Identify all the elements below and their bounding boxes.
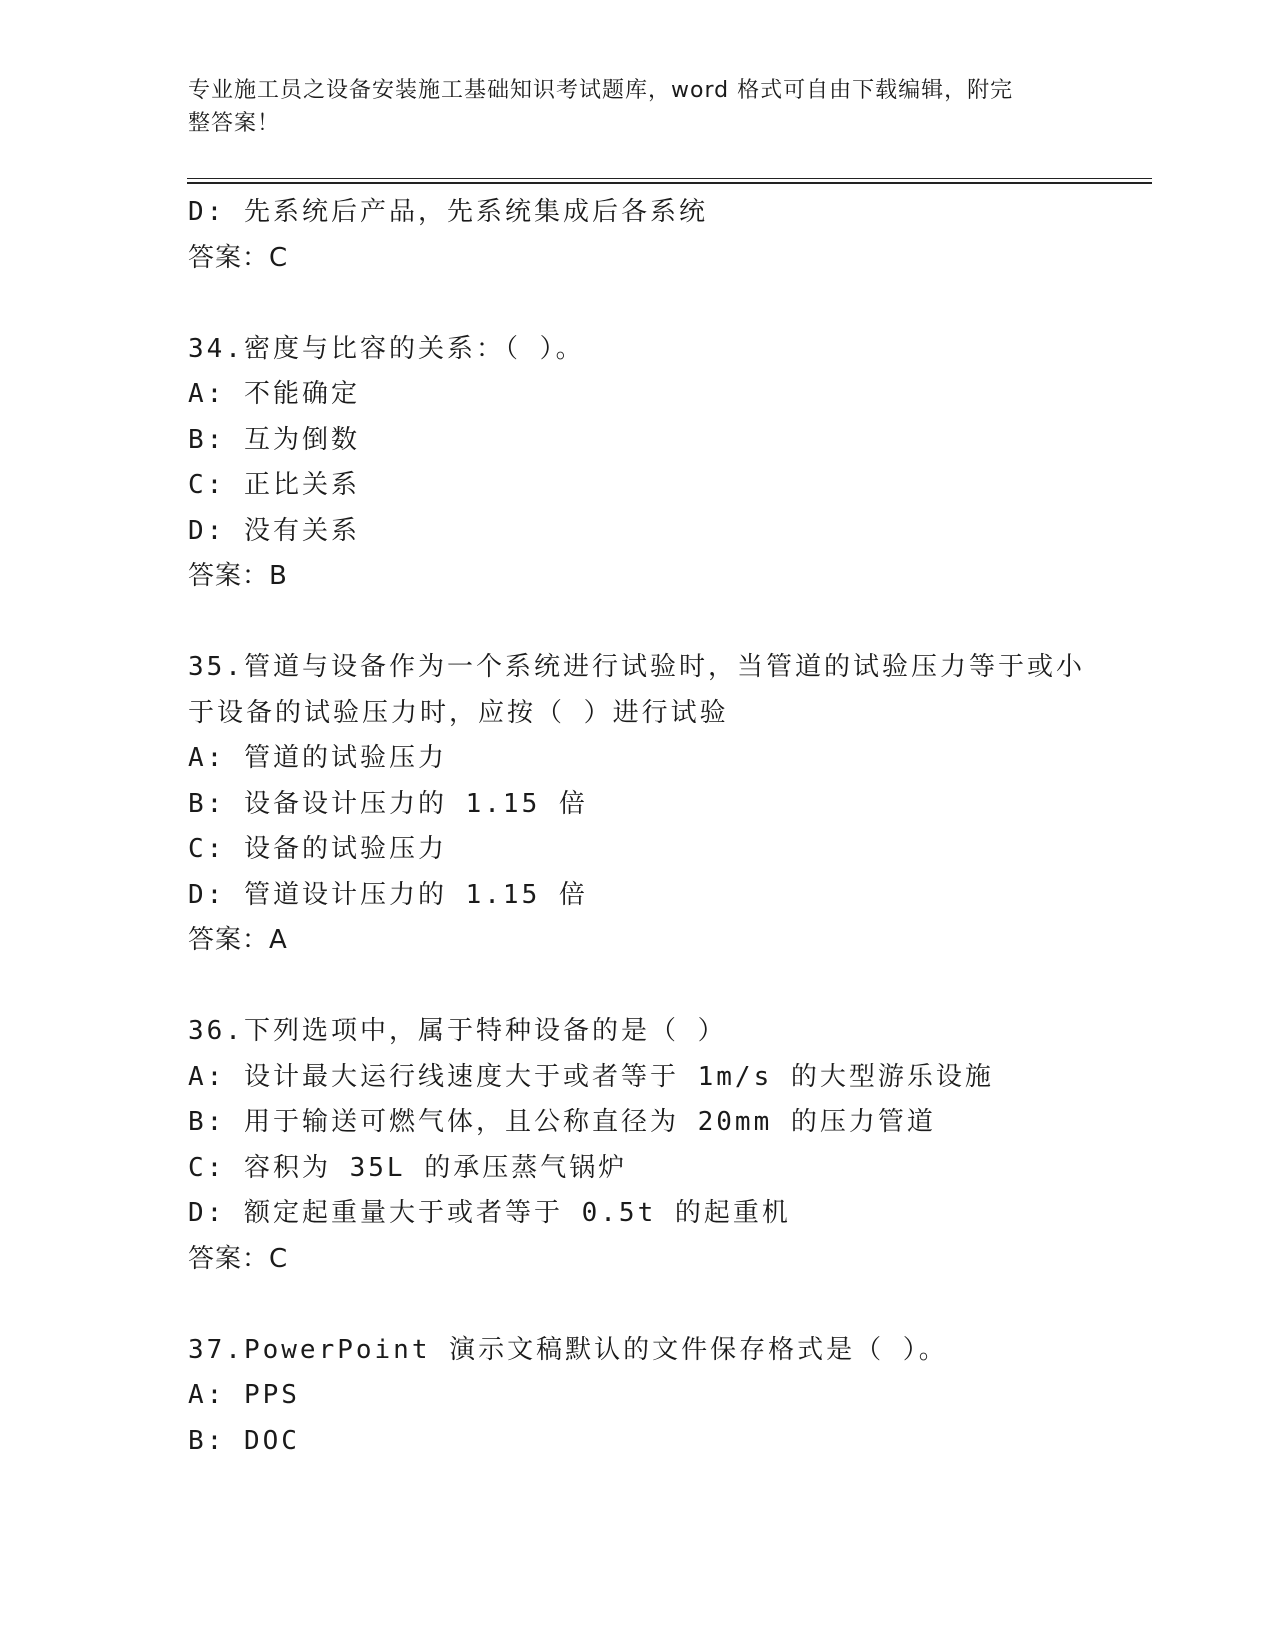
- option-a: A: 设计最大运行线速度大于或者等于 1m/s 的大型游乐设施: [188, 1061, 994, 1092]
- document-header: [188, 74, 1068, 140]
- spacer: [188, 1282, 1088, 1328]
- question-text-line-1: 35.管道与设备作为一个系统进行试验时，当管道的试验压力等于或小: [188, 652, 1085, 682]
- question-list: [188, 190, 1088, 1464]
- question-text: 34.密度与比容的关系：（ ）。: [188, 333, 585, 364]
- question-37: [188, 1328, 1088, 1465]
- answer: 答案：C: [188, 242, 289, 273]
- option-a: A: 不能确定: [188, 379, 360, 409]
- answer: 答案：B: [188, 561, 288, 591]
- option-d: D: 没有关系: [188, 515, 360, 546]
- spacer: [188, 964, 1088, 1010]
- answer: 答案：A: [188, 925, 288, 955]
- option-d: D: 额定起重量大于或者等于 0.5t 的起重机: [188, 1198, 791, 1228]
- question-33-tail: [188, 190, 1088, 281]
- option-b: B: 用于输送可燃气体，且公称直径为 20mm 的压力管道: [188, 1107, 936, 1137]
- header-divider-thick: [187, 182, 1152, 184]
- option-c: C: 正比关系: [188, 470, 360, 500]
- option-a: A: 管道的试验压力: [188, 743, 447, 773]
- option-b: B: DOC: [188, 1425, 300, 1456]
- question-34: [188, 327, 1088, 600]
- question-35: [188, 645, 1088, 964]
- question-text-line-2: 于设备的试验压力时，应按（ ）进行试验: [188, 697, 729, 728]
- question-36: [188, 1009, 1088, 1282]
- header-line-1: 专业施工员之设备安装施工基础知识考试题库，word 格式可自由下载编辑，附完: [188, 78, 1014, 103]
- spacer: [188, 281, 1088, 327]
- option-d: D: 先系统后产品，先系统集成后各系统: [188, 197, 708, 227]
- option-b: B: 设备设计压力的 1.15 倍: [188, 788, 588, 819]
- question-text: 37.PowerPoint 演示文稿默认的文件保存格式是（ ）。: [188, 1334, 948, 1365]
- option-d: D: 管道设计压力的 1.15 倍: [188, 879, 588, 910]
- option-c: C: 设备的试验压力: [188, 834, 447, 864]
- question-text: 36.下列选项中，属于特种设备的是（ ）: [188, 1016, 727, 1046]
- option-b: B: 互为倒数: [188, 424, 360, 455]
- header-divider-thin: [187, 178, 1152, 179]
- option-c: C: 容积为 35L 的承压蒸气锅炉: [188, 1152, 628, 1183]
- option-a: A: PPS: [188, 1380, 300, 1410]
- spacer: [188, 600, 1088, 646]
- answer: 答案：C: [188, 1243, 289, 1274]
- header-line-2: 整答案！: [188, 111, 281, 136]
